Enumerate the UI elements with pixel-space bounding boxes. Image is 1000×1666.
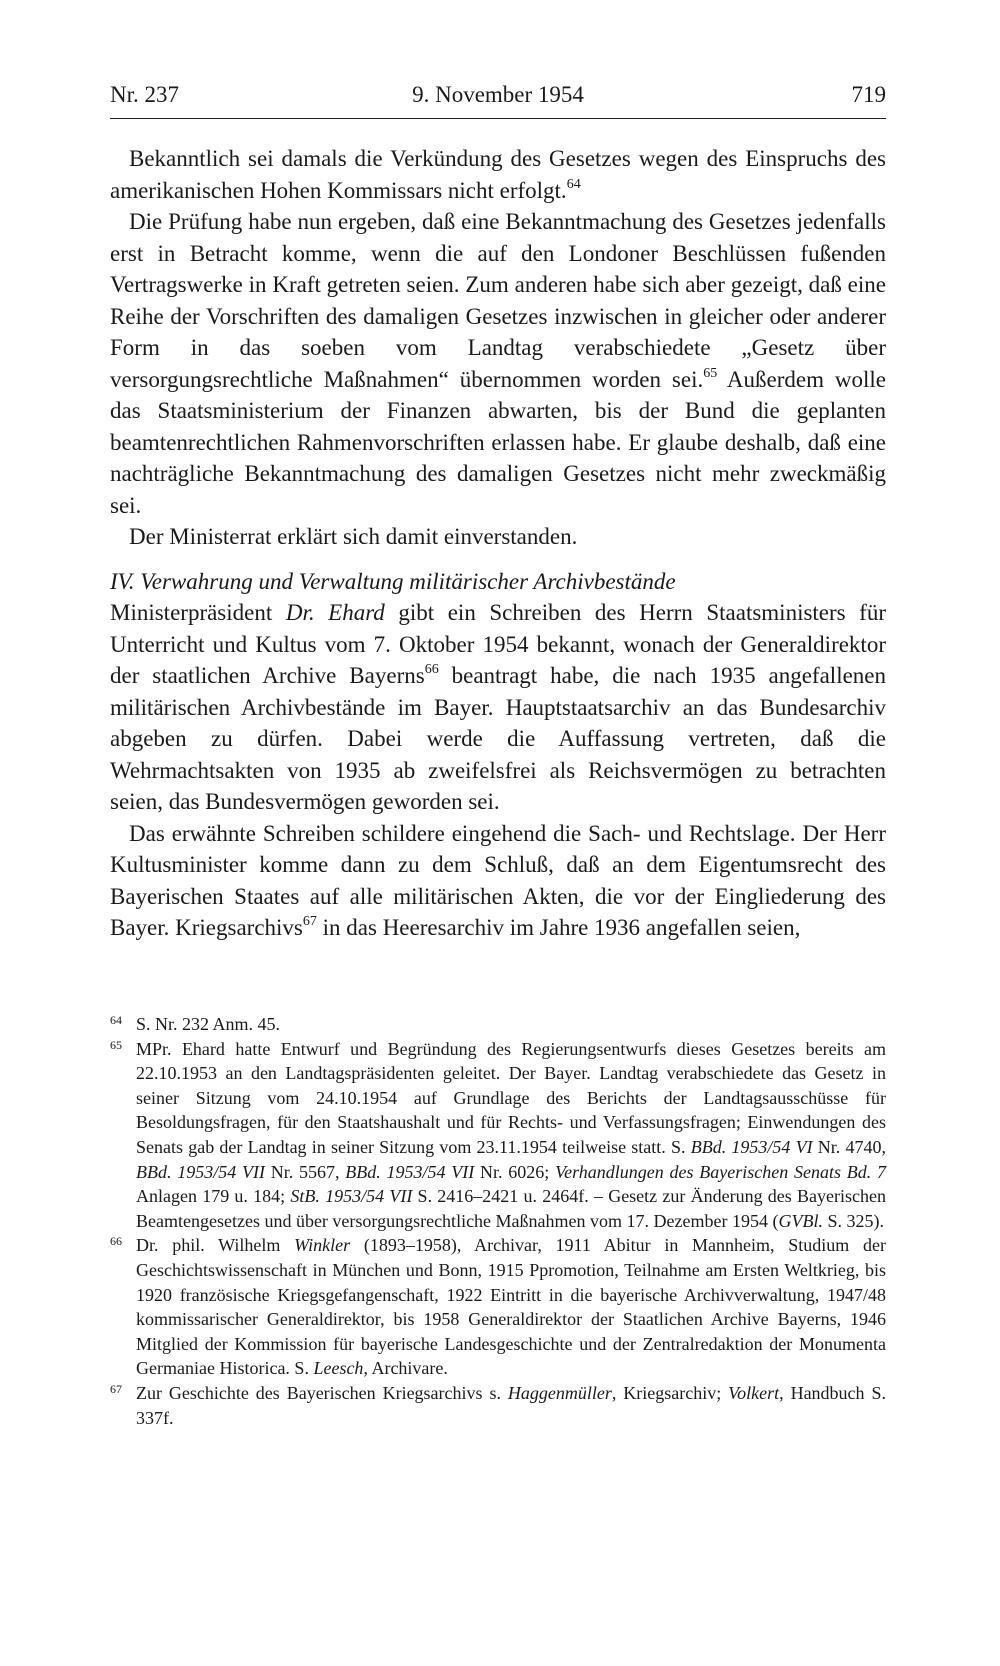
person-name: Dr. Ehard (285, 600, 385, 625)
paragraph: Das erwähnte Schreiben schildere eingehend die Sach- und Rechtslage. Der Herr Kultusminister komme dann zu dem Schluß, daß an dem Eigentumsrecht des Bayerischen Staates auf alle militärischen Akten, die vor der Eingliederung des Bayer. Kriegsarchivs$^{67}$ in das Heeresarchiv im Jahre 1936 angefallen seien, (110, 820, 886, 940)
paragraph: Der Ministerrat erklärt sich damit einverstanden. (129, 524, 578, 549)
footnote-ref[interactable]: 65 (703, 365, 718, 381)
footnote-ref[interactable]: 66 (424, 662, 439, 677)
footnote-number: 66 (110, 1234, 122, 1249)
footnote-67: 67 Zur Geschichte des Bayerischen Kriegsarchivs s. Haggenmüller, Kriegsarchiv; Volkert, Handbuch S. 337f. (110, 1381, 886, 1430)
footnote-number: 65 (110, 1037, 122, 1052)
running-header (110, 82, 886, 119)
footnote-65: 65 MPr. Ehard hatte Entwurf und Begründung des Regierungsentwurfs dieses Gesetzes bereits am 22.10.1953 an den Landtagspräsidenten geleitet. Der Bayer. Landtag verabschiedete das Gesetz in seiner Sitzung vom 24.10.1954 auf Grundlage des Berichts der Landtagsausschüsse für Besoldungsfragen, für den Staatshaushalt und für Rechts- und Verfassungsfragen; Einwendungen des Senats gab der Landtag in seiner Sitzung vom 23.11.1954 teilweise statt. S. BBd. 1953/54 VI Nr. 4740, BBd. 1953/54 VII Nr. 5567, BBd. 1953/54 VII Nr. 6026; Verhandlungen des Bayerischen Senats Bd. 7 Anlagen 179 u. 184; StB. 1953/54 VII S. 2416–2421 u. 2464f. – Gesetz zur Änderung des Bayerischen Beamtengesetzes und über versorgungsrechtliche Maßnahmen vom 17. Dezember 1954 (GVBl. S. 325). (110, 1037, 886, 1234)
footnote-number: 64 (110, 1013, 122, 1027)
paragraph: Bekanntlich sei damals die Verkündung des Gesetzes wegen des Einspruchs des amerikanischen Hohen Kommissars nicht erfolgt.$^{64}$ (110, 146, 886, 203)
paragraph: Die Prüfung habe nun ergeben, daß eine Bekanntmachung des Gesetzes jedenfalls erst in Betracht komme, wenn die auf den Londoner Beschlüssen fußenden Vertragswerke in Kraft getreten seien. Zum anderen habe sich aber gezeigt, daß eine Reihe der Vorschriften des damaligen Gesetzes inzwischen in gleicher oder anderer Form in das soeben vom Landtag verabschiedete „Gesetz über versorgungsrechtliche Maßnahmen“ übernommen worden sei.$^{65}$ Außerdem wolle das Staatsministerium der Finanzen abwarten, bis der Bund die geplanten beamtenrechtlichen Rahmenvorschriften erlassen habe. Er glaube deshalb, daß eine nachträgliche Bekanntmachung des damaligen Gesetzes nicht mehr zweckmäßig sei. (110, 209, 887, 518)
document-number: Nr. 237 (110, 82, 179, 107)
footnote-64: 64 S. Nr. 232 Anm. 45. (110, 1012, 886, 1037)
footnote-number: 67 (110, 1381, 122, 1396)
section-heading: IV. Verwahrung und Verwaltung militärischer Archivbestände (110, 568, 676, 594)
footnote-ref[interactable]: 67 (302, 914, 317, 929)
paragraph: Ministerpräsident Dr. Ehard gibt ein Schreiben des Herrn Staatsministers für Unterricht und Kultus vom 7. Oktober 1954 bekannt, wonach der Generaldirektor der staatlichen Archive Bayerns$^{66}$ beantragt habe, die nach 1935 angefallenen militärischen Archivbestände im Bayer. Hauptstaatsarchiv an das Bundesarchiv abgeben zu dürfen. Dabei werde die Auffassung vertreten, daß die Wehrmachtsakten von 1935 ab zweifelsfrei als Reichsvermögen zu betrachten seien, das Bundesvermögen geworden sei. (110, 600, 887, 814)
page-number: 719 (851, 82, 886, 107)
footnote-66: 66 Dr. phil. Wilhelm Winkler (1893–1958), Archivar, 1911 Abitur in Mannheim, Studium der Geschichtswissenschaft in München und Bonn, 1915 Ppromotion, Teilnahme am Ersten Weltkrieg, bis 1920 französische Kriegsgefangenschaft, 1922 Eintritt in die bayerische Archivverwaltung, 1947/48 kommissarischer Generaldirektor, bis 1958 Generaldirektor der Staatlichen Archive Bayerns, 1946 Mitglied der Kommission für bayerische Landesgeschichte und der Zentralredaktion der Monumenta Germaniae Historica. S. Leesch, Archivare. (110, 1233, 886, 1381)
footnotes (110, 1012, 886, 1430)
footnote-ref[interactable]: 64 (566, 176, 581, 192)
main-text (110, 143, 886, 944)
header-date: 9. November 1954 (412, 82, 584, 107)
